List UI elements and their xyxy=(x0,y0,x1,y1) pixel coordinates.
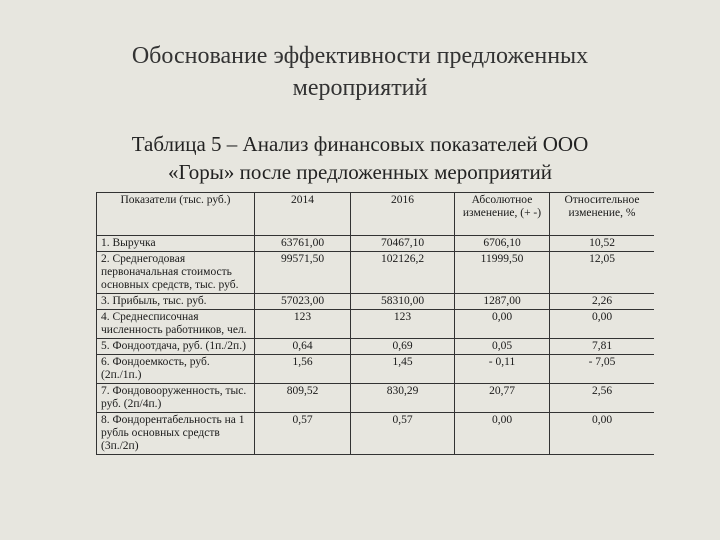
row-indicator-label: 8. Фондорентабельность на 1 рубль основных средств (3п./2п) xyxy=(97,413,255,455)
table-row xyxy=(97,310,655,339)
table-row xyxy=(97,355,655,384)
financial-table-container xyxy=(96,192,654,522)
row-relative-change: 2,26 xyxy=(550,294,655,310)
row-absolute-change: - 0,11 xyxy=(455,355,550,384)
row-value-2014: 123 xyxy=(255,310,351,339)
row-relative-change: 10,52 xyxy=(550,236,655,252)
row-value-2016: 1,45 xyxy=(351,355,455,384)
row-indicator-label: 7. Фондовооруженность, тыс. руб. (2п/4п.) xyxy=(97,384,255,413)
table-header-row xyxy=(97,193,655,236)
row-absolute-change: 11999,50 xyxy=(455,252,550,294)
row-indicator-label: 4. Среднесписочная численность работников, чел. xyxy=(97,310,255,339)
row-relative-change: 0,00 xyxy=(550,413,655,455)
table-row xyxy=(97,384,655,413)
row-value-2016: 70467,10 xyxy=(351,236,455,252)
row-indicator-label: 3. Прибыль, тыс. руб. xyxy=(97,294,255,310)
row-value-2014: 1,56 xyxy=(255,355,351,384)
row-absolute-change: 20,77 xyxy=(455,384,550,413)
row-value-2014: 809,52 xyxy=(255,384,351,413)
table-caption xyxy=(60,130,660,186)
row-value-2014: 0,64 xyxy=(255,339,351,355)
table-row xyxy=(97,294,655,310)
header-year-2014: 2014 xyxy=(255,193,351,236)
row-relative-change: 2,56 xyxy=(550,384,655,413)
row-value-2014: 57023,00 xyxy=(255,294,351,310)
slide-title xyxy=(60,40,660,104)
row-value-2016: 0,57 xyxy=(351,413,455,455)
header-year-2016: 2016 xyxy=(351,193,455,236)
table-caption-line-2: «Горы» после предложенных мероприятий xyxy=(168,160,552,184)
row-relative-change: - 7,05 xyxy=(550,355,655,384)
row-relative-change: 12,05 xyxy=(550,252,655,294)
table-row xyxy=(97,236,655,252)
slide-title-line-1: Обоснование эффективности предложенных xyxy=(131,43,589,69)
table-row xyxy=(97,413,655,455)
row-indicator-label: 1. Выручка xyxy=(97,236,255,252)
row-value-2016: 58310,00 xyxy=(351,294,455,310)
row-absolute-change: 0,00 xyxy=(455,310,550,339)
row-absolute-change: 0,00 xyxy=(455,413,550,455)
row-absolute-change: 6706,10 xyxy=(455,236,550,252)
row-value-2014: 63761,00 xyxy=(255,236,351,252)
row-indicator-label: 2. Среднегодовая первоначальная стоимость основных средств, тыс. руб. xyxy=(97,252,255,294)
row-value-2016: 123 xyxy=(351,310,455,339)
row-value-2014: 0,57 xyxy=(255,413,351,455)
header-indicator: Показатели (тыс. руб.) xyxy=(97,193,255,236)
slide-title-line-2: мероприятий xyxy=(292,75,428,101)
row-value-2014: 99571,50 xyxy=(255,252,351,294)
table-row xyxy=(97,339,655,355)
row-value-2016: 102126,2 xyxy=(351,252,455,294)
header-absolute-change: Абсолютное изменение, (+ -) xyxy=(455,193,550,236)
row-absolute-change: 0,05 xyxy=(455,339,550,355)
row-relative-change: 7,81 xyxy=(550,339,655,355)
row-relative-change: 0,00 xyxy=(550,310,655,339)
row-indicator-label: 5. Фондоотдача, руб. (1п./2п.) xyxy=(97,339,255,355)
table-row xyxy=(97,252,655,294)
header-relative-change: Относительное изменение, % xyxy=(550,193,655,236)
financial-indicators-table xyxy=(96,192,654,455)
row-indicator-label: 6. Фондоемкость, руб. (2п./1п.) xyxy=(97,355,255,384)
row-value-2016: 0,69 xyxy=(351,339,455,355)
table-caption-line-1: Таблица 5 – Анализ финансовых показателей ООО xyxy=(131,132,589,156)
row-absolute-change: 1287,00 xyxy=(455,294,550,310)
row-value-2016: 830,29 xyxy=(351,384,455,413)
